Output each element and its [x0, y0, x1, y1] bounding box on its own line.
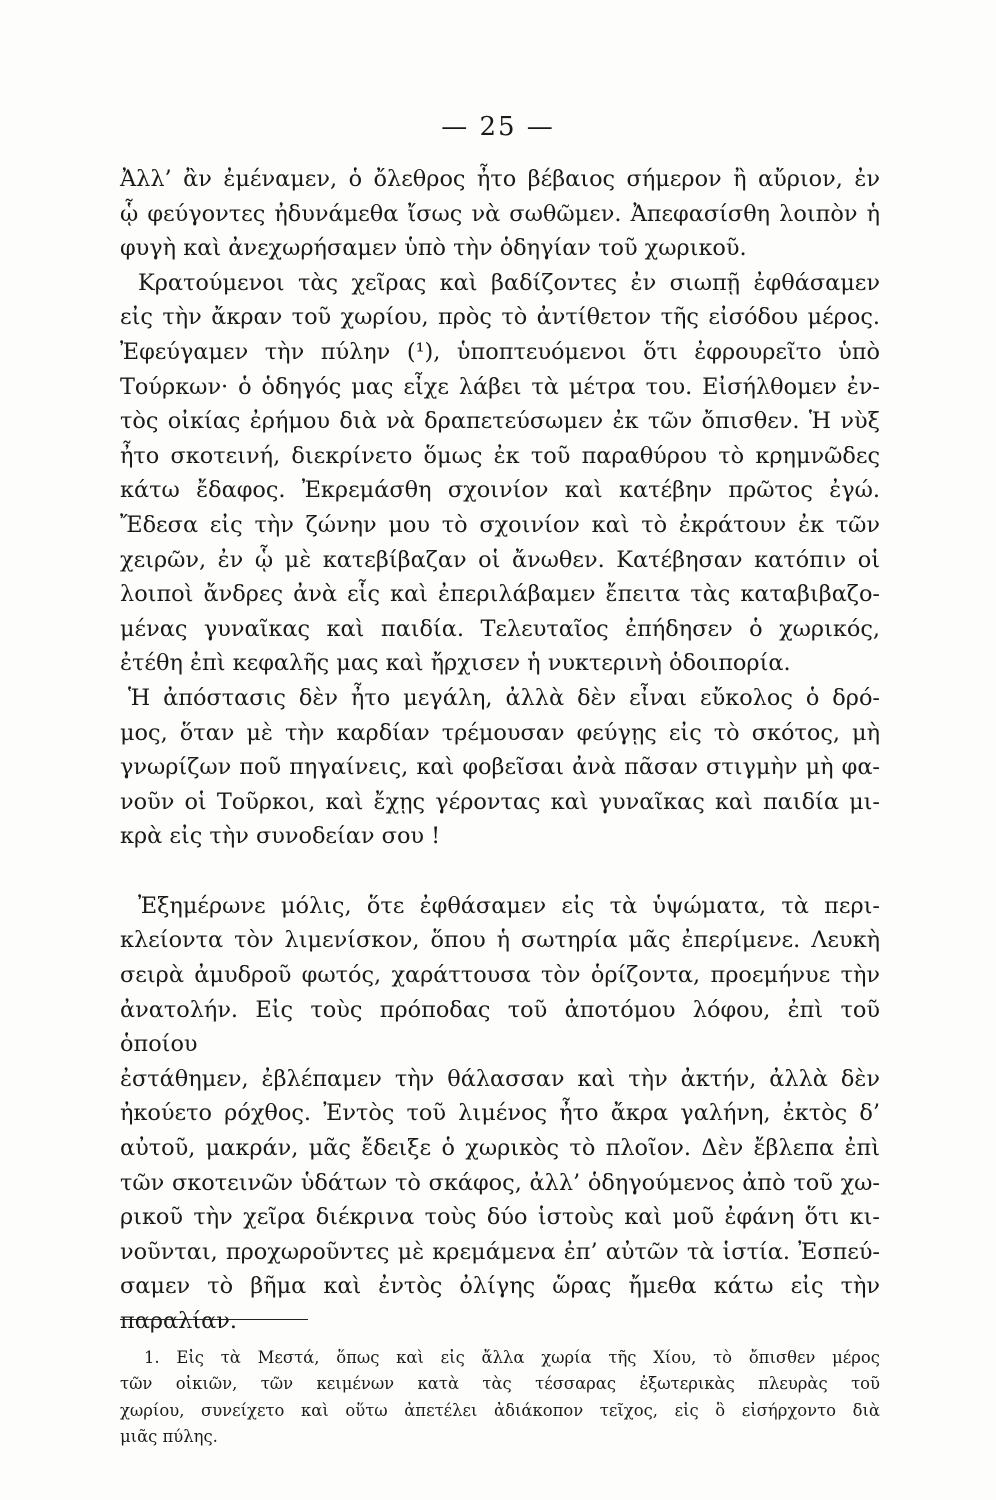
text-line: εἰς τὴν ἄκραν τοῦ χωρίου, πρὸς τὸ ἀντίθετον τῆς εἰσόδου μέρος.	[120, 304, 880, 331]
text-line: ἦτο σκοτεινή, διεκρίνετο ὅμως ἐκ τοῦ παραθύρου τὸ κρημνῶδες	[120, 442, 880, 469]
text-line: τὸς οἰκίας ἐρήμου διὰ νὰ δραπετεύσωμεν ἐκ τῶν ὄπισθεν. Ἡ νὺξ	[120, 408, 880, 435]
text-line: κάτω ἔδαφος. Ἐκρεμάσθη σχοινίον καὶ κατέβην πρῶτος ἐγώ.	[120, 477, 880, 504]
page-number: — 25 —	[441, 112, 555, 142]
text-line: Ἐξημέρωνε μόλις, ὅτε ἐφθάσαμεν εἰς τὰ ὑψώματα, τὰ περι-	[138, 892, 880, 919]
footnote-line: τῶν οἰκιῶν, τῶν κειμένων κατὰ τὰς τέσσαρας ἐξωτερικὰς πλευρὰς τοῦ	[120, 1374, 880, 1394]
text-line: νοῦνται, προχωροῦντες μὲ κρεμάμενα ἐπ’ αὐτῶν τὰ ἱστία. Ἐσπεύ-	[120, 1238, 880, 1265]
text-line: Ἐφεύγαμεν τὴν πύλην (¹), ὑποπτευόμενοι ὅτι ἐφρουρεῖτο ὑπὸ	[120, 338, 880, 365]
text-line: γνωρίζων ποῦ πηγαίνεις, καὶ φοβεῖσαι ἀνὰ πᾶσαν στιγμὴν μὴ φα-	[120, 754, 880, 781]
footnote-line: μιᾶς πύλης.	[120, 1427, 218, 1447]
text-line: μος, ὅταν μὲ τὴν καρδίαν τρέμουσαν φεύγῃς εἰς τὸ σκότος, μὴ	[120, 719, 880, 746]
footnote-line: χωρίου, συνείχετο καὶ οὕτω ἀπετέλει ἀδιάκοπον τεῖχος, εἰς ὃ εἰσήρχοντο διὰ	[120, 1400, 880, 1420]
text-line: ἐτέθη ἐπὶ κεφαλῆς μας καὶ ἤρχισεν ἡ νυκτερινὴ ὁδοιπορία.	[120, 650, 791, 677]
footnote	[120, 1345, 880, 1451]
body-text	[120, 162, 880, 1339]
text-line: ρικοῦ τὴν χεῖρα διέκρινα τοὺς δύο ἱστοὺς καὶ μοῦ ἐφάνη ὅτι κι-	[120, 1204, 880, 1231]
text-line: αὐτοῦ, μακράν, μᾶς ἔδειξε ὁ χωρικὸς τὸ πλοῖον. Δὲν ἔβλεπα ἐπὶ	[120, 1135, 880, 1162]
text-line: μένας γυναῖκας καὶ παιδία. Τελευταῖος ἐπήδησεν ὁ χωρικός,	[120, 615, 880, 642]
text-line: ἀνατολήν. Εἰς τοὺς πρόποδας τοῦ ἀποτόμου λόφου, ἐπὶ τοῦ ὁποίου	[120, 996, 880, 1058]
paragraph	[120, 162, 880, 266]
text-line: τῶν σκοτεινῶν ὑδάτων τὸ σκάφος, ἀλλ’ ὁδηγούμενος ἀπὸ τοῦ χω-	[120, 1169, 880, 1196]
text-line: σαμεν τὸ βῆμα καὶ ἐντὸς ὀλίγης ὥρας ἤμεθα κάτω εἰς τὴν παραλίαν.	[120, 1273, 880, 1334]
paragraph	[120, 681, 880, 854]
text-line: Ἀλλ’ ἂν ἐμέναμεν, ὁ ὄλεθρος ἦτο βέβαιος σήμερον ἢ αὔριον, ἐν	[120, 166, 880, 192]
text-line: Κρατούμενοι τὰς χεῖρας καὶ βαδίζοντες ἐν σιωπῇ ἐφθάσαμεν	[138, 269, 880, 296]
text-line: λοιποὶ ἄνδρες ἀνὰ εἷς καὶ ἐπεριλάβαμεν ἔπειτα τὰς καταβιβαζο-	[120, 581, 880, 608]
footnote-separator	[120, 1319, 308, 1320]
footnote-line: 1. Εἰς τὰ Μεστά, ὅπως καὶ εἰς ἄλλα χωρία τῆς Χίου, τὸ ὄπισθεν μέρος	[144, 1348, 880, 1367]
text-line: ἠκούετο ρόχθος. Ἐντὸς τοῦ λιμένος ἦτο ἄκρα γαλήνη, ἐκτὸς δ’	[120, 1100, 880, 1127]
paragraph-gap	[120, 854, 880, 889]
text-line: ᾧ φεύγοντες ἠδυνάμεθα ἴσως νὰ σωθῶμεν. Ἀπεφασίσθη λοιπὸν ἡ	[120, 200, 880, 227]
text-line: κλείοντα τὸν λιμενίσκον, ὅπου ἡ σωτηρία μᾶς ἐπερίμενε. Λευκὴ	[120, 927, 880, 954]
paragraph	[120, 889, 880, 1339]
text-line: νοῦν οἱ Τοῦρκοι, καὶ ἔχῃς γέροντας καὶ γυναῖκας καὶ παιδία μι-	[120, 788, 880, 815]
text-line: Τούρκων· ὁ ὁδηγός μας εἶχε λάβει τὰ μέτρα του. Εἰσήλθομεν ἐν-	[120, 373, 880, 400]
text-line: σειρὰ ἀμυδροῦ φωτός, χαράττουσα τὸν ὁρίζοντα, προεμήνυε τὴν	[120, 962, 880, 989]
text-line: Ἡ ἀπόστασις δὲν ἦτο μεγάλη, ἀλλὰ δὲν εἶναι εὔκολος ὁ δρό-	[128, 684, 880, 711]
text-line: κρὰ εἰς τὴν συνοδείαν σου !	[120, 823, 441, 850]
paragraph	[120, 266, 880, 681]
text-line: ἐστάθημεν, ἐβλέπαμεν τὴν θάλασσαν καὶ τὴν ἀκτήν, ἀλλὰ δὲν	[120, 1065, 880, 1092]
text-line: φυγὴ καὶ ἀνεχωρήσαμεν ὑπὸ τὴν ὁδηγίαν τοῦ χωρικοῦ.	[120, 235, 747, 262]
text-line: Ἔδεσα εἰς τὴν ζώνην μου τὸ σχοινίον καὶ τὸ ἐκράτουν ἐκ τῶν	[120, 511, 880, 538]
text-line: χειρῶν, ἐν ᾧ μὲ κατεβίβαζαν οἱ ἄνωθεν. Κατέβησαν κατόπιν οἱ	[120, 546, 880, 573]
